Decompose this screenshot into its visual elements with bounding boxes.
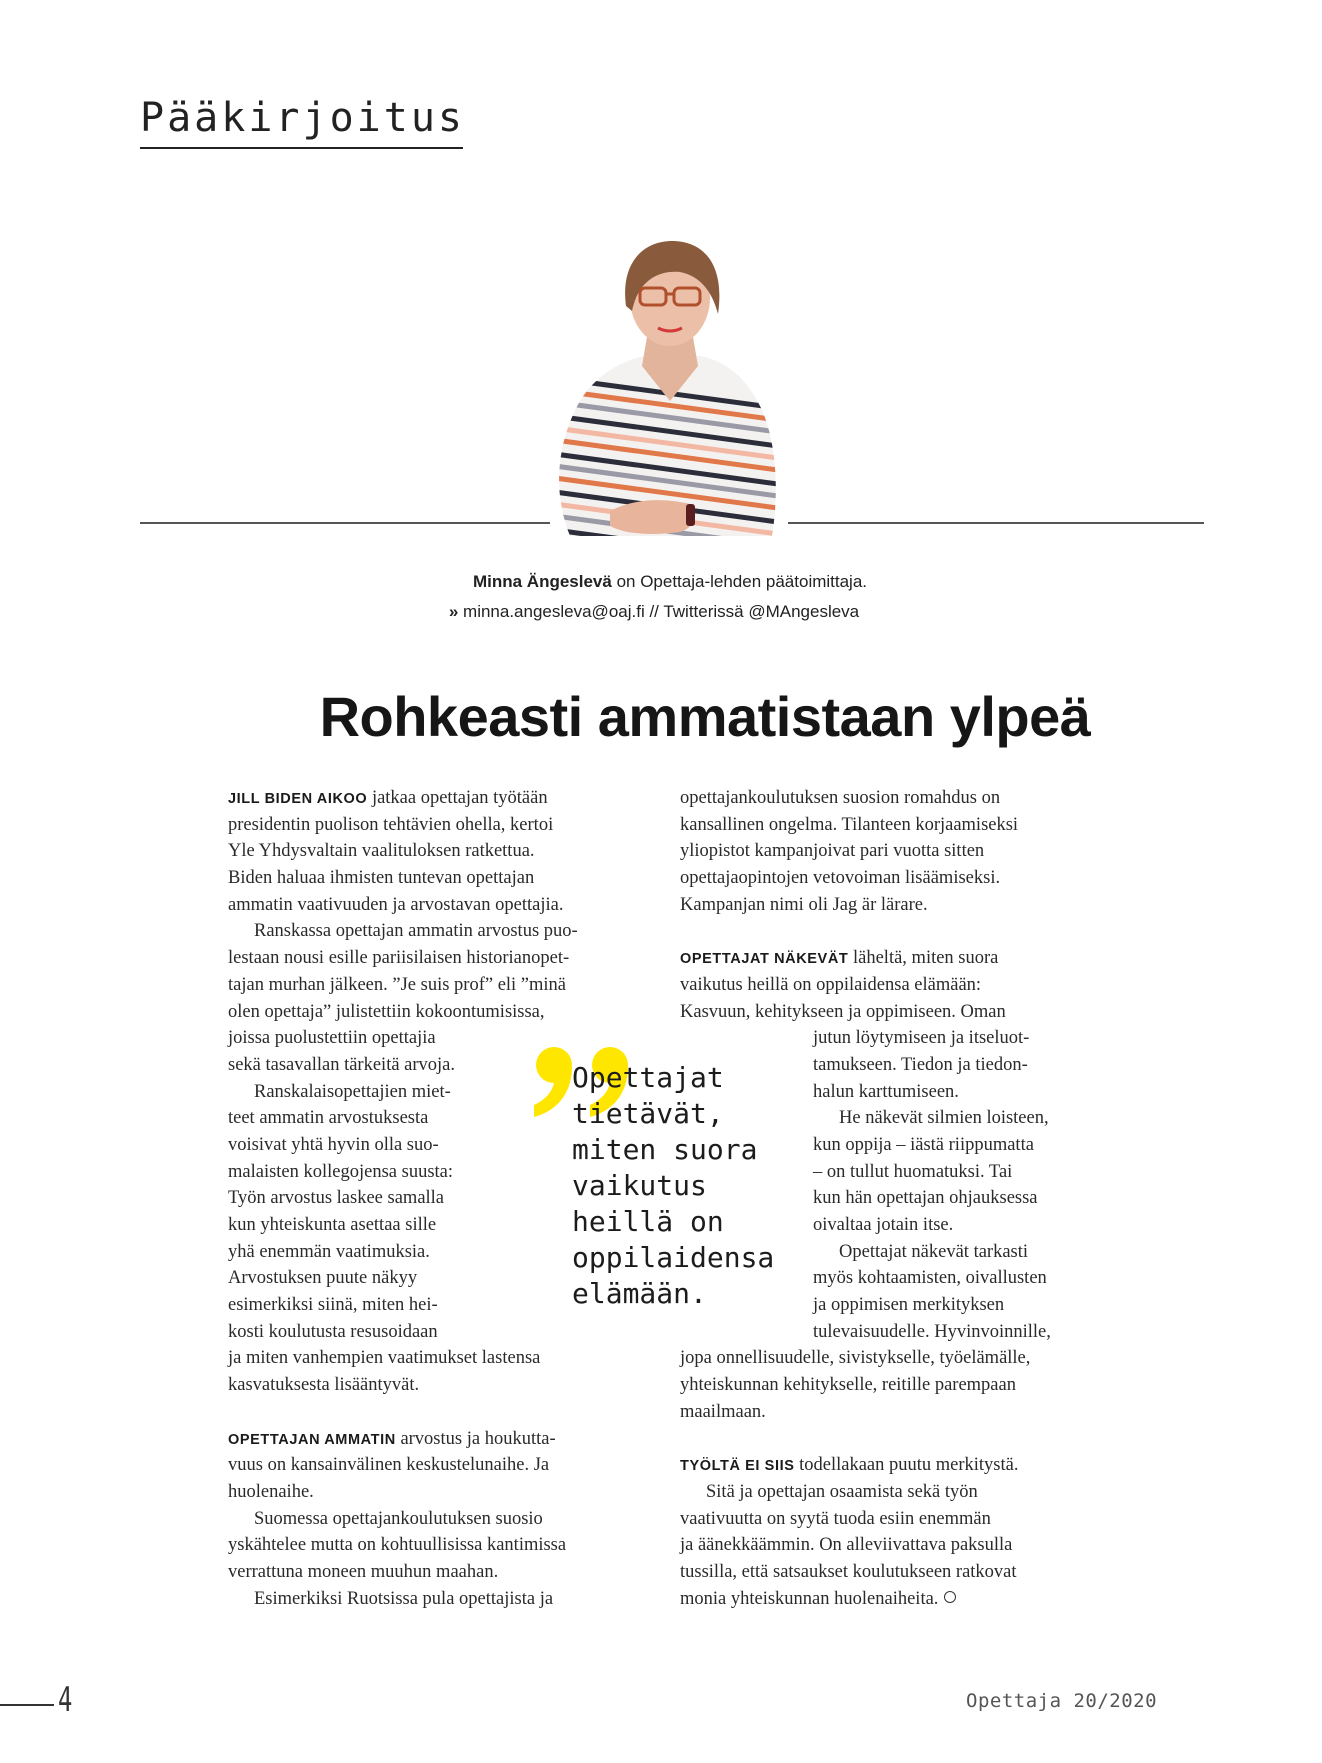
line-text: Sitä ja opettajan osaamista sekä työn — [706, 1481, 978, 1502]
line-text: huolenaihe. — [228, 1481, 314, 1502]
text-line — [680, 1345, 1120, 1372]
line-text: maailmaan. — [680, 1401, 766, 1422]
line-text: tussilla, että satsaukset koulutukseen ratkovat — [680, 1561, 1017, 1582]
pull-quote-line: heillä on — [572, 1205, 724, 1238]
contact-chevron-icon: » — [448, 602, 464, 621]
text-line — [680, 1559, 1120, 1586]
page-number: 4 — [58, 1680, 73, 1720]
author-bio — [440, 572, 900, 592]
text-line — [228, 945, 668, 972]
pull-quote-line: oppilaidensa — [572, 1241, 775, 1274]
text-line — [228, 1586, 668, 1613]
line-text: kasvatuksesta lisääntyvät. — [228, 1375, 420, 1396]
lead-in: OPETTAJAN AMMATIN — [228, 1431, 396, 1448]
text-line — [228, 972, 668, 999]
line-text: tulevaisuudelle. Hyvinvoinnille, — [813, 1321, 1051, 1342]
line-text: Kasvuun, kehitykseen ja oppimiseen. Oman — [680, 1001, 1006, 1022]
line-text: yskähtelee mutta on kohtuullisissa kantimissa — [228, 1535, 567, 1556]
line-text: oivaltaa jotain itse. — [813, 1215, 954, 1235]
pull-quote-line: elämään. — [572, 1277, 707, 1310]
line-text: kun oppija – iästä riippumatta — [813, 1134, 1034, 1155]
line-text: yliopistot kampanjoivat pari vuotta sitten — [680, 841, 985, 862]
line-text: esimerkiksi siinä, miten hei- — [228, 1295, 438, 1316]
line-text: arvostus ja houkutta- — [395, 1428, 556, 1449]
line-text: sekä tasavallan tärkeitä arvoja. — [228, 1054, 456, 1075]
line-text: opettajaopintojen vetovoiman lisäämiseksi. — [680, 868, 1001, 889]
line-text: vaikutus heillä on oppilaidensa elämään: — [680, 974, 982, 995]
line-text: voisivat yhtä hyvin olla suo- — [228, 1134, 439, 1155]
line-text: ja miten vanhempien vaatimukset lastensa — [228, 1348, 541, 1369]
text-line — [228, 812, 668, 839]
line-text: jatkaa opettajan työtään — [367, 788, 548, 808]
line-text: kun yhteiskunta asettaa sille — [228, 1215, 437, 1235]
author-contact — [414, 602, 894, 622]
text-line — [228, 838, 668, 865]
line-text: Yle Yhdysvaltain vaalituloksen ratkettua. — [228, 841, 535, 862]
text-line — [680, 1025, 1120, 1052]
text-line — [228, 1452, 668, 1479]
text-line — [228, 1319, 668, 1346]
line-text: malaisten kollegojensa suusta: — [228, 1161, 454, 1182]
text-line — [228, 1506, 668, 1533]
text-line — [228, 785, 668, 812]
text-line — [228, 1479, 668, 1506]
line-text: halun karttumiseen. — [813, 1081, 959, 1102]
line-text: Kampanjan nimi oli Jag är lärare. — [680, 894, 928, 915]
line-text: – on tullut huomatuksi. Tai — [813, 1161, 1013, 1182]
line-text: vuus on kansainvälinen keskustelunaihe. Ja — [228, 1455, 550, 1476]
text-line — [228, 1345, 668, 1372]
line-text: Suomessa opettajankoulutuksen suosio — [254, 1508, 543, 1529]
line-text: joissa puolustettiin opettajia — [228, 1028, 436, 1049]
divider-rule-left — [140, 522, 550, 524]
text-line — [680, 838, 1120, 865]
line-text: yhä enemmän vaatimuksia. — [228, 1241, 430, 1262]
divider-rule-right — [788, 522, 1204, 524]
text-line — [228, 1426, 668, 1453]
line-text: jutun löytymiseen ja itseluot- — [813, 1028, 1030, 1049]
line-text: myös kohtaamisten, oivallusten — [813, 1268, 1047, 1289]
line-text: Arvostuksen puute näkyy — [228, 1268, 418, 1289]
text-line — [680, 1319, 1120, 1346]
text-line — [680, 1506, 1120, 1533]
line-text: Ranskalaisopettajien miet- — [254, 1081, 451, 1102]
line-text: monia yhteiskunnan huolenaiheita. — [680, 1588, 939, 1609]
line-text: lestaan nousi esille pariisilaisen historianopet- — [228, 948, 570, 969]
text-line — [228, 865, 668, 892]
line-text: jopa onnellisuudelle, sivistykselle, työelämälle, — [680, 1348, 1031, 1369]
text-line — [228, 1559, 668, 1586]
line-text: Työn arvostus laskee samalla — [228, 1188, 445, 1209]
paragraph-gap — [228, 1399, 668, 1426]
line-text: opettajankoulutuksen suosion romahdus on — [680, 788, 1001, 808]
publication-issue: Opettaja 20/2020 — [966, 1690, 1158, 1712]
text-line — [680, 1479, 1120, 1506]
article-title: Rohkeasti ammatistaan ylpeä — [319, 685, 1091, 748]
line-text: Biden haluaa ihmisten tuntevan opettajan — [228, 868, 535, 889]
pull-quote-line: Opettajat — [572, 1061, 724, 1094]
lead-in: JILL BIDEN AIKOO — [228, 791, 368, 807]
author-contact-text[interactable]: minna.angesleva@oaj.fi // Twitterissä @MAngesleva — [463, 602, 860, 621]
pull-quote-line: vaikutus — [572, 1169, 707, 1202]
line-text: teet ammatin arvostuksesta — [228, 1108, 429, 1129]
end-of-article-icon — [944, 1591, 956, 1603]
text-line — [680, 972, 1120, 999]
line-text: todellakaan puutu merkitystä. — [794, 1455, 1019, 1476]
text-line — [680, 865, 1120, 892]
line-text: kun hän opettajan ohjauksessa — [813, 1188, 1038, 1209]
paragraph-gap — [680, 918, 1120, 945]
author-portrait — [540, 236, 800, 541]
text-line — [680, 785, 1120, 812]
text-line — [680, 1586, 1120, 1613]
text-line — [228, 999, 668, 1026]
text-line — [680, 1399, 1120, 1426]
author-name: Minna Ängeslevä — [472, 572, 612, 591]
text-line — [680, 1372, 1120, 1399]
line-text: Opettajat näkevät tarkasti — [839, 1241, 1029, 1262]
line-text: tajan murhan jälkeen. ”Je suis prof” eli ”minä — [228, 974, 567, 995]
line-text: verrattuna moneen muuhun maahan. — [228, 1561, 499, 1582]
line-text: olen opettaja” julistettiin kokoontumisissa, — [228, 1001, 545, 1022]
line-text: He näkevät silmien loisteen, — [839, 1108, 1049, 1129]
line-text: presidentin puolison tehtävien ohella, kertoi — [228, 814, 554, 835]
section-heading-underline — [140, 147, 463, 149]
line-text: ja oppimisen merkityksen — [813, 1295, 1005, 1316]
pull-quote-line: tietävät, — [572, 1097, 724, 1130]
line-text: tamukseen. Tiedon ja tiedon- — [813, 1054, 1028, 1075]
line-text: Esimerkiksi Ruotsissa pula opettajista ja — [254, 1588, 554, 1609]
section-heading: Pääkirjoitus — [140, 95, 465, 141]
line-text: Ranskassa opettajan ammatin arvostus puo- — [254, 921, 578, 942]
text-line — [680, 1452, 1120, 1479]
text-line — [228, 892, 668, 919]
text-line — [228, 1532, 668, 1559]
text-line — [228, 1372, 668, 1399]
pull-quote-line: miten suora — [572, 1133, 758, 1166]
line-text: yhteiskunnan kehitykselle, reitille parempaan — [680, 1375, 1016, 1396]
line-text: kansallinen ongelma. Tilanteen korjaamiseksi — [680, 814, 1019, 835]
lead-in: OPETTAJAT NÄKEVÄT — [680, 951, 849, 968]
lead-in: TYÖLTÄ EI SIIS — [680, 1458, 795, 1475]
line-text: vaativuutta on syytä tuoda esiin enemmän — [680, 1508, 991, 1529]
text-line — [680, 892, 1120, 919]
line-text: ammatin vaativuuden ja arvostavan opettajia. — [228, 894, 564, 915]
text-line — [680, 812, 1120, 839]
line-text: läheltä, miten suora — [848, 948, 999, 969]
text-line — [680, 945, 1120, 972]
line-text: kosti koulutusta resusoidaan — [228, 1321, 438, 1342]
line-text: ja äänekkäämmin. On alleviivattava paksulla — [680, 1535, 1013, 1556]
text-line — [680, 1532, 1120, 1559]
text-line — [680, 999, 1120, 1026]
paragraph-gap — [680, 1426, 1120, 1453]
footer-rule — [0, 1704, 54, 1706]
text-line — [228, 918, 668, 945]
author-role: on Opettaja-lehden päätoimittaja. — [611, 572, 868, 591]
watch-icon — [686, 504, 695, 526]
pull-quote — [572, 1060, 774, 1312]
